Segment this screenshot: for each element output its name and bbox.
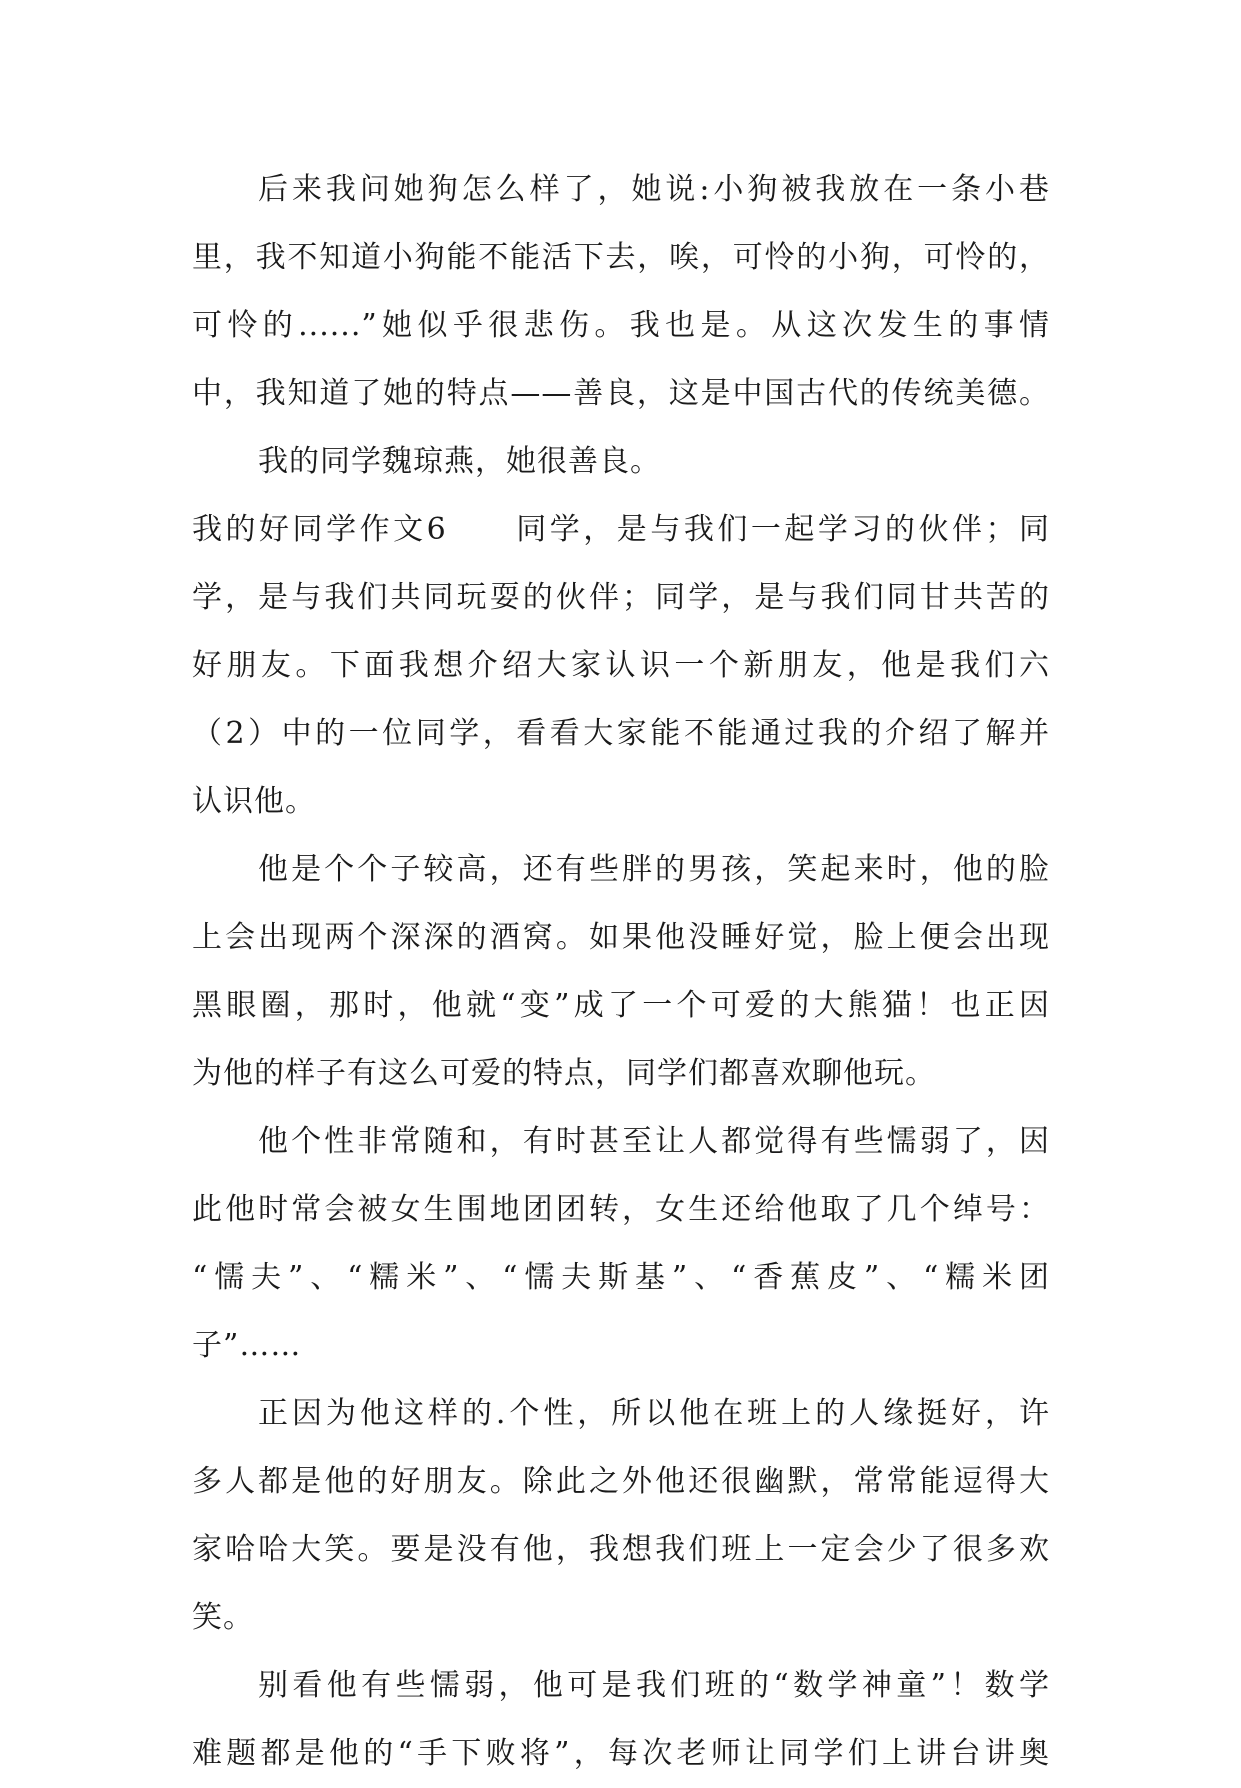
paragraph-line: 好朋友。下面我想介绍大家认识一个新朋友，他是我们六 <box>192 648 1050 683</box>
paragraph-line: 他是个个子较高，还有些胖的男孩，笑起来时，他的脸 <box>258 852 1050 887</box>
document-body <box>192 156 1050 1788</box>
essay-title-line: 我的好同学作文6 同学，是与我们一起学习的伙伴；同 <box>192 512 1050 547</box>
paragraph-line: 家哈哈大笑。要是没有他，我想我们班上一定会少了很多欢 <box>192 1532 1050 1567</box>
paragraph-line: 后来我问她狗怎么样了，她说:小狗被我放在一条小巷 <box>258 172 1050 207</box>
paragraph-line: 里，我不知道小狗能不能活下去，唉，可怜的小狗，可怜的， <box>192 240 1050 275</box>
paragraph-line: “懦夫”、“糯米”、“懦夫斯基”、“香蕉皮”、“糯米团 <box>192 1260 1050 1295</box>
paragraph-line: 可怜的......”她似乎很悲伤。我也是。从这次发生的事情 <box>192 308 1050 343</box>
paragraph-line: 难题都是他的“手下败将”，每次老师让同学们上讲台讲奥 <box>192 1736 1050 1771</box>
paragraph-line: 中，我知道了她的特点——善良，这是中国古代的传统美德。 <box>192 376 1050 411</box>
paragraph-line: 认识他。 <box>192 784 316 819</box>
paragraph-line: 他个性非常随和，有时甚至让人都觉得有些懦弱了，因 <box>258 1124 1050 1159</box>
paragraph-line: 黑眼圈，那时，他就“变”成了一个可爱的大熊猫！也正因 <box>192 988 1050 1023</box>
paragraph-line: 此他时常会被女生围地团团转，女生还给他取了几个绰号： <box>192 1192 1050 1227</box>
paragraph-line: （2）中的一位同学，看看大家能不能通过我的介绍了解并 <box>192 716 1050 751</box>
paragraph-line: 学，是与我们共同玩耍的伙伴；同学，是与我们同甘共苦的 <box>192 580 1050 615</box>
paragraph-line: 别看他有些懦弱，他可是我们班的“数学神童”！数学 <box>258 1668 1050 1703</box>
paragraph-line: 上会出现两个深深的酒窝。如果他没睡好觉，脸上便会出现 <box>192 920 1050 955</box>
paragraph-line: 为他的样子有这么可爱的特点，同学们都喜欢聊他玩。 <box>192 1056 936 1091</box>
paragraph-line: 多人都是他的好朋友。除此之外他还很幽默，常常能逗得大 <box>192 1464 1050 1499</box>
paragraph-line: 笑。 <box>192 1600 254 1635</box>
paragraph-line: 我的同学魏琼燕，她很善良。 <box>258 444 661 479</box>
paragraph-line: 子”…… <box>192 1328 302 1363</box>
paragraph-line: 正因为他这样的.个性，所以他在班上的人缘挺好，许 <box>258 1396 1050 1431</box>
